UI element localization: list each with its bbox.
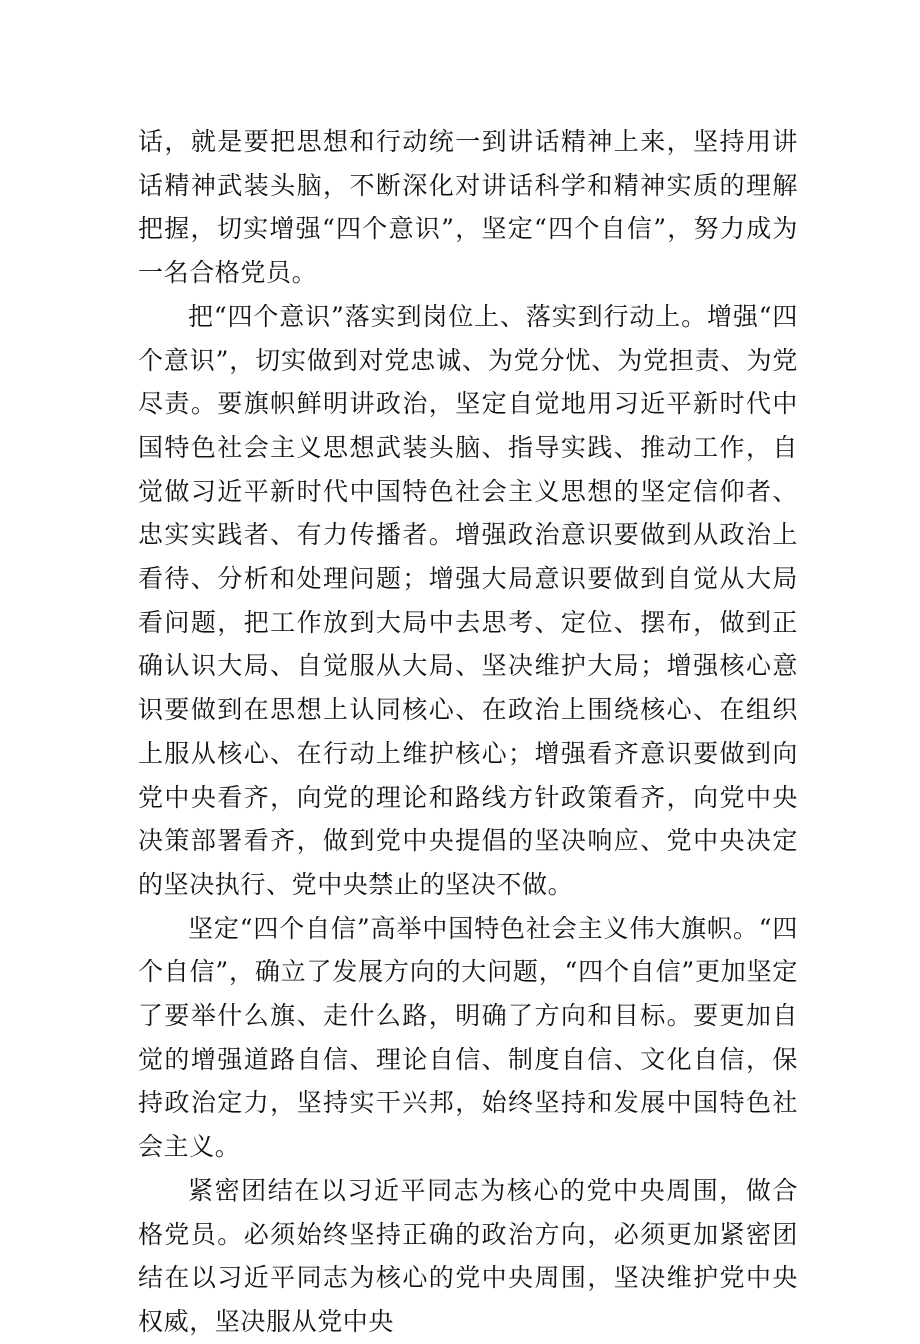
paragraph-unite-around-core: 紧密团结在以习近平同志为核心的党中央周围，做合格党员。必须始终坚持正确的政治方向，必须更加紧密团结在以习近平同志为核心的党中央周围，坚决维护党中央权威，坚决服从党中央 [138,1175,798,1336]
paragraph-continuation: 话，就是要把思想和行动统一到讲话精神上来，坚持用讲话精神武装头脑，不断深化对讲话科学和精神实质的理解把握，切实增强“四个意识”，坚定“四个自信”，努力成为一名合格党员。 [138,127,798,288]
paragraph-four-consciousness: 把“四个意识”落实到岗位上、落实到行动上。增强“四个意识”，切实做到对党忠诚、为党分忧、为党担责、为党尽责。要旗帜鲜明讲政治，坚定自觉地用习近平新时代中国特色社会主义思想武装头脑、指导实践、推动工作，自觉做习近平新时代中国特色社会主义思想的坚定信仰者、忠实实践者、有力传播者。增强政治意识要做到从政治上看待、分析和处理问题；增强大局意识要做到自觉从大局看问题，把工作放到大局中去思考、定位、摆布，做到正确认识大局、自觉服从大局、坚决维护大局；增强核心意识要做到在思想上认同核心、在政治上围绕核心、在组织上服从核心、在行动上维护核心；增强看齐意识要做到向党中央看齐，向党的理论和路线方针政策看齐，向党中央决策部署看齐，做到党中央提倡的坚决响应、党中央决定的坚决执行、党中央禁止的坚决不做。 [138,301,798,899]
document-body [138,120,798,1344]
paragraph-four-confidences: 坚定“四个自信”高举中国特色社会主义伟大旗帜。“四个自信”，确立了发展方向的大问题，“四个自信”更加坚定了要举什么旗、走什么路，明确了方向和目标。要更加自觉的增强道路自信、理论自信、制度自信、文化自信，保持政治定力，坚持实干兴邦，始终坚持和发展中国特色社会主义。 [138,913,798,1162]
